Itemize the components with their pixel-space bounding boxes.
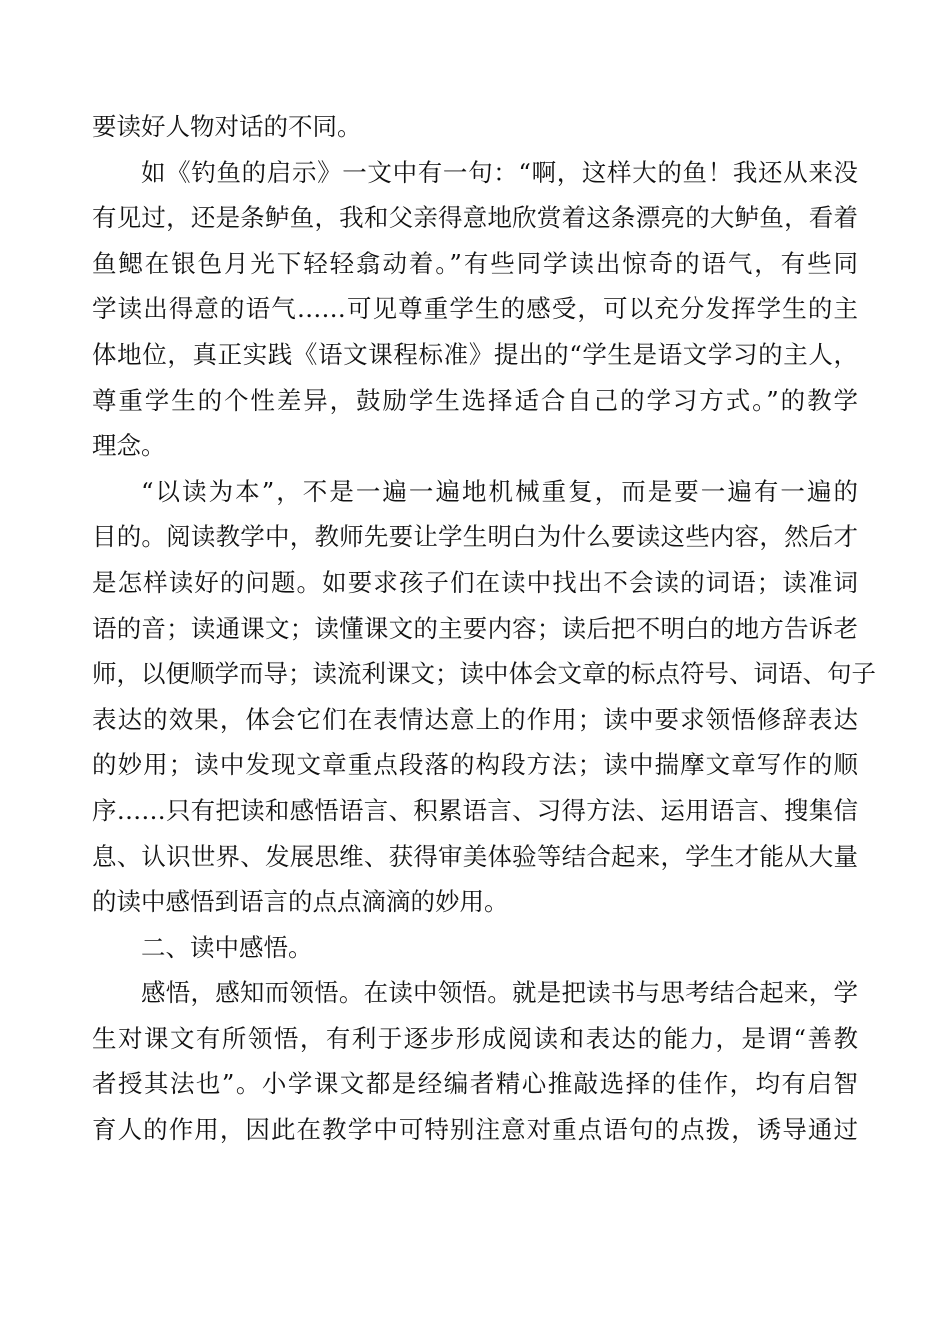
text-line: 育人的作用，因此在教学中可特别注意对重点语句的点拨，诱导通过 (92, 1115, 858, 1145)
text-line: 体地位，真正实践《语文课程标准》提出的“学生是语文学习的主人， (92, 339, 858, 369)
text-line: 鱼鳃在银色月光下轻轻翕动着。”有些同学读出惊奇的语气，有些同 (92, 248, 858, 278)
text-line: 理念。 (92, 431, 166, 461)
text-line: 的读中感悟到语言的点点滴滴的妙用。 (92, 887, 509, 917)
text-line: 者授其法也”。小学课文都是经编者精心推敲选择的佳作，均有启智 (92, 1069, 858, 1099)
text-line: 的妙用；读中发现文章重点段落的构段方法；读中揣摩文章写作的顺 (92, 750, 858, 780)
text-line: 是怎样读好的问题。如要求孩子们在读中找出不会读的词语；读准词 (92, 567, 858, 597)
text-line: 如《钓鱼的启示》一文中有一句：“啊，这样大的鱼！我还从来没 (141, 157, 858, 187)
text-line: 感悟，感知而领悟。在读中领悟。就是把读书与思考结合起来，学 (141, 978, 858, 1008)
text-line: 尊重学生的个性差异，鼓励学生选择适合自己的学习方式。”的教学 (92, 385, 858, 415)
text-line: 表达的效果，体会它们在表情达意上的作用；读中要求领悟修辞表达 (92, 704, 858, 734)
text-line: 生对课文有所领悟，有利于逐步形成阅读和表达的能力，是谓“善教 (92, 1023, 858, 1053)
text-line: 学读出得意的语气……可见尊重学生的感受，可以充分发挥学生的主 (92, 294, 858, 324)
text-line: 序……只有把读和感悟语言、积累语言、习得方法、运用语言、搜集信 (92, 795, 858, 825)
text-line: 息、认识世界、发展思维、获得审美体验等结合起来，学生才能从大量 (92, 841, 858, 871)
text-line: 师，以便顺学而导；读流利课文；读中体会文章的标点符号、词语、句子 (92, 659, 876, 689)
body-text (92, 104, 876, 1153)
section-heading: 二、读中感悟。 (141, 932, 313, 962)
text-line: “以读为本”，不是一遍一遍地机械重复，而是要一遍有一遍的 (141, 476, 858, 506)
text-line: 目的。阅读教学中，教师先要让学生明白为什么要读这些内容，然后才 (92, 522, 858, 552)
text-line: 语的音；读通课文；读懂课文的主要内容；读后把不明白的地方告诉老 (92, 613, 858, 643)
text-line: 要读好人物对话的不同。 (92, 112, 362, 141)
text-line: 有见过，还是条鲈鱼，我和父亲得意地欣赏着这条漂亮的大鲈鱼，看着 (92, 203, 858, 233)
